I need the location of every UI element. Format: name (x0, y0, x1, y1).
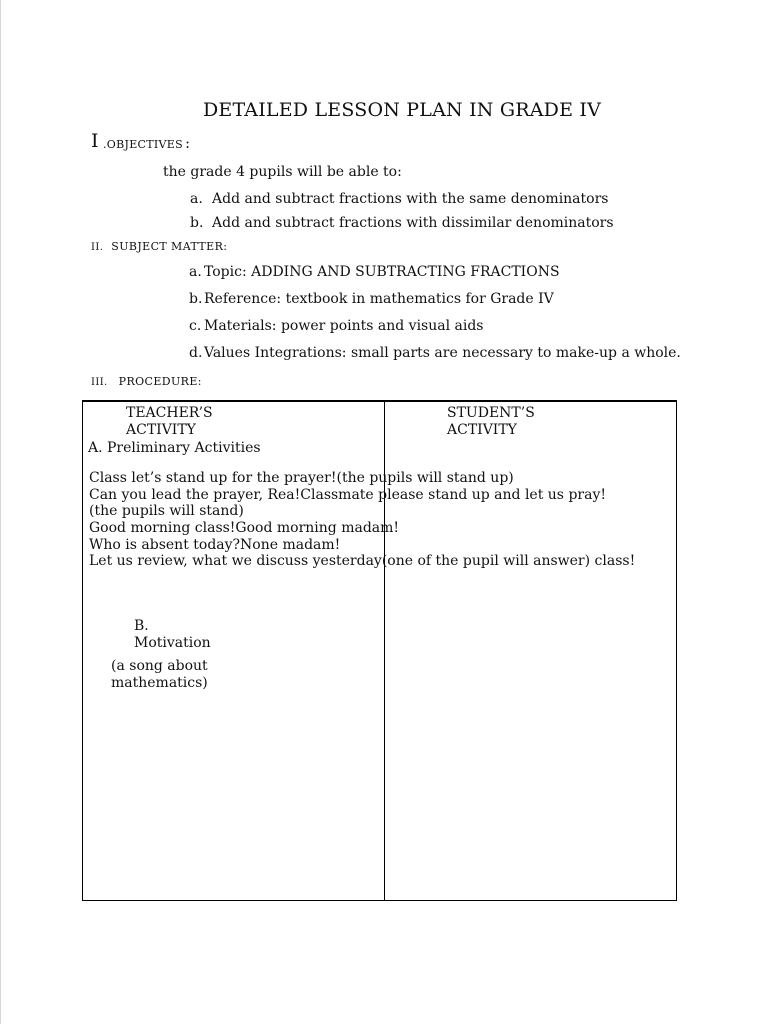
objective-letter: b. (190, 215, 204, 231)
subject-matter-letter: d. (189, 345, 203, 361)
objectives-colon: : (185, 134, 191, 152)
motivation-note: (a song about mathematics) (111, 658, 208, 691)
subject-matter-text: Reference: textbook in mathematics for Grade IV (204, 291, 554, 307)
subject-matter-item (189, 264, 560, 280)
dialogue-line: Good morning class!Good morning madam! (89, 520, 400, 536)
subject-matter-letter: b. (189, 291, 203, 307)
motivation-heading: Motivation (134, 635, 211, 651)
objective-text: Add and subtract fractions with dissimilar denominators (212, 215, 614, 231)
objective-item (190, 215, 614, 231)
subject-matter-text: Values Integrations: small parts are necessary to make-up a whole. (204, 345, 681, 361)
subject-matter-text: Materials: power points and visual aids (204, 318, 484, 334)
objective-letter: a. (190, 191, 203, 207)
objective-item (190, 191, 608, 207)
subject-matter-label: SUBJECT MATTER: (111, 240, 228, 253)
subject-matter-item (189, 345, 681, 361)
objectives-heading: .OBJECTIVES (103, 138, 183, 151)
subject-matter-numeral: II. (91, 242, 104, 253)
objectives-intro: the grade 4 pupils will be able to: (163, 164, 402, 180)
subject-matter-letter: a. (189, 264, 202, 280)
dialogue-line: Let us review, what we discuss yesterday(one of the pupil will answer) class! (89, 553, 636, 569)
motivation-letter: B. (134, 618, 149, 634)
subject-matter-item (189, 291, 554, 307)
objective-text: Add and subtract fractions with the same denominators (212, 191, 609, 207)
procedure-heading (91, 375, 202, 388)
procedure-numeral: III. (91, 377, 108, 388)
dialogue-line: Can you lead the prayer, Rea!Classmate please stand up and let us pray! (89, 487, 606, 503)
dialogue-line: Class let’s stand up for the prayer!(the pupils will stand up) (89, 470, 514, 486)
dialogue-line: (the pupils will stand) (89, 503, 244, 519)
subject-matter-heading (91, 240, 227, 253)
student-activity-header: STUDENT’S ACTIVITY (447, 405, 535, 438)
page-title: DETAILED LESSON PLAN IN GRADE IV (202, 99, 602, 121)
subject-matter-item (189, 318, 484, 334)
objectives-numeral: I (91, 130, 99, 152)
teacher-activity-header: TEACHER’S ACTIVITY (126, 405, 213, 438)
preliminary-activities-heading: A. Preliminary Activities (88, 440, 261, 456)
procedure-label: PROCEDURE: (118, 375, 202, 388)
subject-matter-letter: c. (189, 318, 202, 334)
subject-matter-text: Topic: ADDING AND SUBTRACTING FRACTIONS (204, 264, 560, 280)
page-edge (0, 0, 1, 1024)
dialogue-line: Who is absent today?None madam! (89, 537, 341, 553)
